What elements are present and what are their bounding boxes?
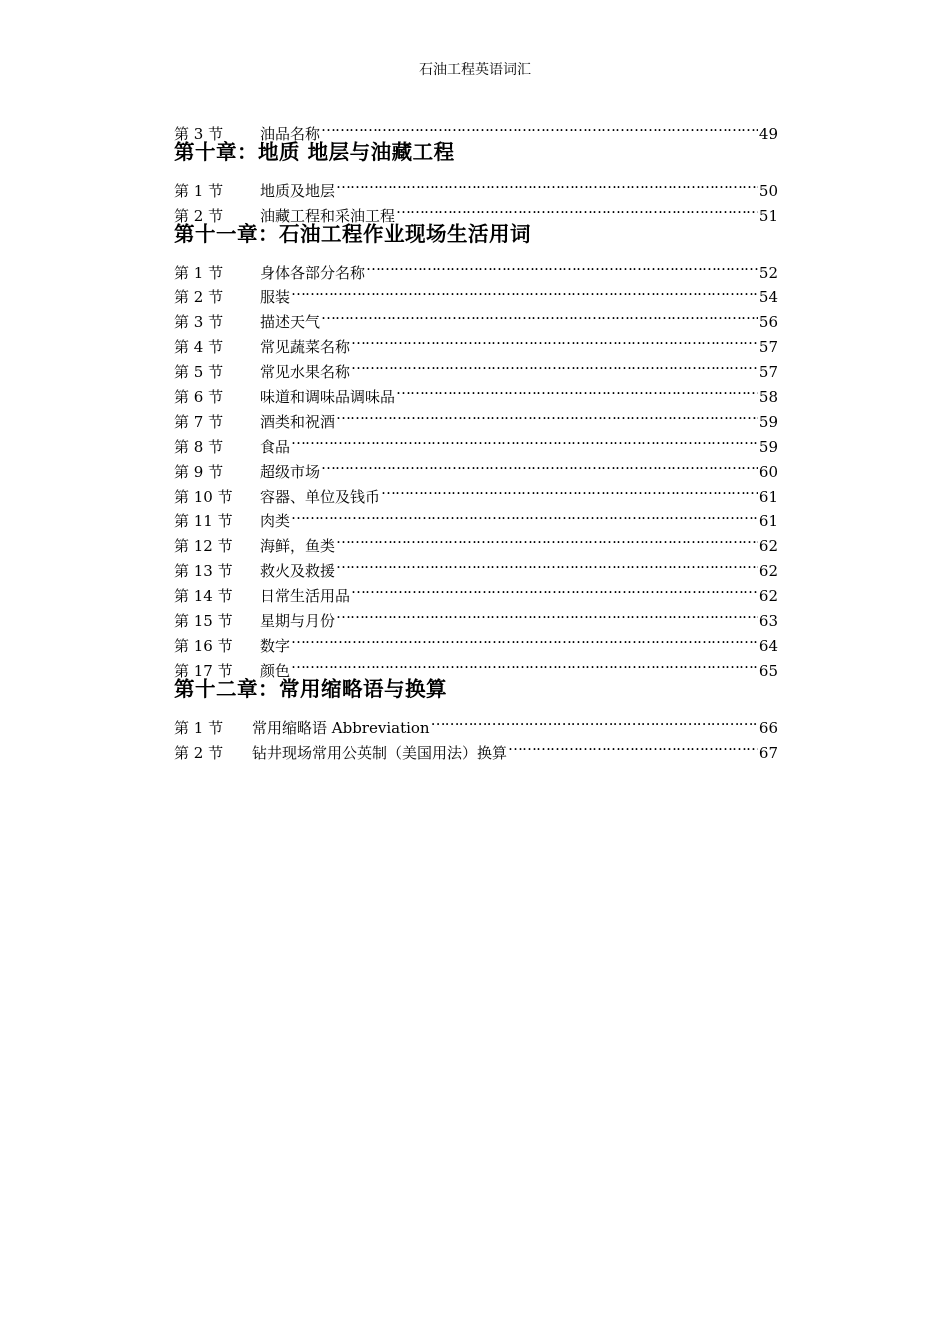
section-title: 肉类 <box>260 512 291 531</box>
section-number: 第 1 节 <box>174 718 224 737</box>
page-number: 56 <box>758 313 778 332</box>
dot-leader <box>321 302 758 327</box>
dot-leader <box>336 551 758 576</box>
section-title: 日常生活用品 <box>260 587 351 606</box>
page-number: 52 <box>758 263 778 282</box>
dot-leader <box>291 278 758 303</box>
section-title: 油藏工程和采油工程 <box>260 206 396 225</box>
section-title: 容器、单位及钱币 <box>260 487 381 506</box>
section-number: 第 3 节 <box>174 124 224 143</box>
toc-entry[interactable] <box>174 171 778 200</box>
section-number: 第 11 节 <box>174 512 233 531</box>
dot-leader <box>336 402 758 427</box>
dot-leader <box>431 708 758 733</box>
page-number: 62 <box>758 537 778 556</box>
page-number: 62 <box>758 587 778 606</box>
section-number: 第 17 节 <box>174 661 233 680</box>
section-number: 第 15 节 <box>174 612 233 631</box>
section-title: 身体各部分名称 <box>260 263 366 282</box>
dot-leader <box>396 196 758 221</box>
page-number: 63 <box>758 612 778 631</box>
chapter-heading[interactable]: 第十章：地质 地层与油藏工程 <box>174 139 455 164</box>
section-number: 第 2 节 <box>174 206 224 225</box>
page-number: 61 <box>758 512 778 531</box>
page-number: 60 <box>758 462 778 481</box>
page-number: 66 <box>758 718 778 737</box>
section-title: 描述天气 <box>260 313 321 332</box>
section-title: 食品 <box>260 437 291 456</box>
page-number: 61 <box>758 487 778 506</box>
dot-leader <box>366 253 758 278</box>
section-number: 第 10 节 <box>174 487 233 506</box>
dot-leader <box>396 377 758 402</box>
section-title: 数字 <box>260 636 291 655</box>
dot-leader <box>291 626 758 651</box>
section-title: 颜色 <box>260 661 291 680</box>
dot-leader <box>351 352 758 377</box>
table-of-contents <box>174 114 778 762</box>
section-number: 第 3 节 <box>174 313 224 332</box>
dot-leader <box>291 651 758 676</box>
page-number: 59 <box>758 437 778 456</box>
toc-entry[interactable] <box>174 253 778 282</box>
section-number: 第 5 节 <box>174 363 224 382</box>
page-number: 64 <box>758 636 778 655</box>
page-number: 49 <box>758 124 778 143</box>
page-number: 65 <box>758 661 778 680</box>
page-number: 51 <box>758 206 778 225</box>
dot-leader <box>336 526 758 551</box>
section-title: 常用缩略语 Abbreviation <box>252 718 430 737</box>
page-number: 67 <box>758 743 778 762</box>
section-number: 第 13 节 <box>174 562 233 581</box>
section-title: 服装 <box>260 288 291 307</box>
section-number: 第 1 节 <box>174 181 224 200</box>
page-number: 62 <box>758 562 778 581</box>
section-number: 第 14 节 <box>174 587 233 606</box>
toc-entry[interactable] <box>174 114 778 143</box>
section-number: 第 6 节 <box>174 388 224 407</box>
dot-leader <box>336 601 758 626</box>
section-title: 酒类和祝酒 <box>260 412 336 431</box>
section-title: 味道和调味品调味品 <box>260 388 396 407</box>
toc-entry[interactable] <box>174 708 778 737</box>
section-number: 第 2 节 <box>174 743 224 762</box>
dot-leader <box>351 327 758 352</box>
section-title: 地质及地层 <box>260 181 336 200</box>
section-title: 常见蔬菜名称 <box>260 338 351 357</box>
section-number: 第 16 节 <box>174 636 233 655</box>
section-number: 第 7 节 <box>174 412 224 431</box>
dot-leader <box>321 452 758 477</box>
section-number: 第 4 节 <box>174 338 224 357</box>
section-title: 油品名称 <box>260 124 321 143</box>
dot-leader <box>508 733 758 758</box>
section-title: 救火及救援 <box>260 562 336 581</box>
chapter-heading[interactable]: 第十二章：常用缩略语与换算 <box>174 676 447 701</box>
dot-leader <box>291 427 758 452</box>
section-title: 海鲜，鱼类 <box>260 537 336 556</box>
section-title: 常见水果名称 <box>260 363 351 382</box>
section-title: 超级市场 <box>260 462 321 481</box>
page-number: 50 <box>758 181 778 200</box>
section-number: 第 9 节 <box>174 462 224 481</box>
section-title: 星期与月份 <box>260 612 336 631</box>
dot-leader <box>321 114 758 139</box>
page-number: 58 <box>758 388 778 407</box>
section-number: 第 12 节 <box>174 537 233 556</box>
section-number: 第 1 节 <box>174 263 224 282</box>
dot-leader <box>336 171 758 196</box>
chapter-heading[interactable]: 第十一章：石油工程作业现场生活用词 <box>174 221 531 246</box>
section-number: 第 2 节 <box>174 288 224 307</box>
page-number: 57 <box>758 363 778 382</box>
dot-leader <box>381 477 758 502</box>
dot-leader <box>291 502 758 527</box>
page-number: 59 <box>758 412 778 431</box>
page-number: 57 <box>758 338 778 357</box>
section-title: 钻井现场常用公英制（美国用法）换算 <box>252 743 508 762</box>
page-header: 石油工程英语词汇 <box>419 62 531 78</box>
section-number: 第 8 节 <box>174 437 224 456</box>
dot-leader <box>351 576 758 601</box>
page-number: 54 <box>758 288 778 307</box>
